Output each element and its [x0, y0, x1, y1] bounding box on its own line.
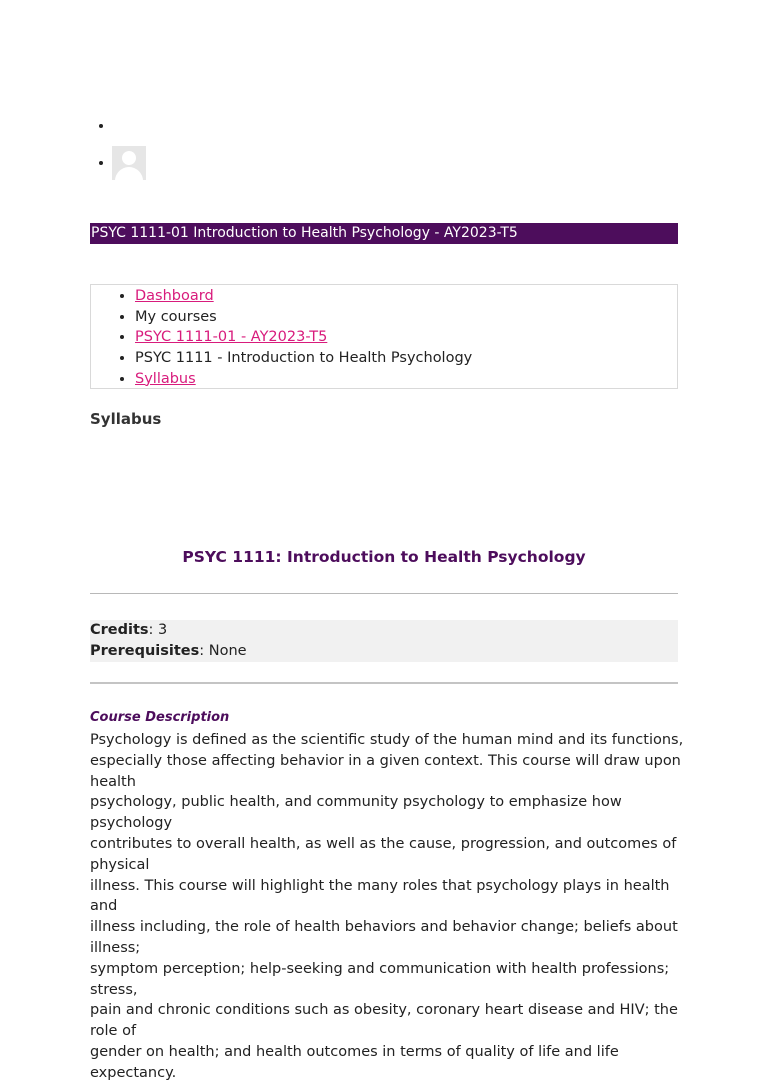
user-avatar-icon[interactable]: [112, 146, 146, 180]
prerequisites-value: : None: [199, 643, 247, 659]
description-line: contributes to overall health, as well as the cause, progression, and outcomes of physical: [90, 835, 677, 873]
breadcrumb-item-course-section[interactable]: [135, 327, 677, 348]
breadcrumb-item-my-courses: [135, 307, 677, 328]
page-title: Syllabus: [90, 410, 162, 428]
avatar-head-shape: [122, 151, 136, 165]
breadcrumb: [90, 284, 678, 389]
user-menu-item-avatar[interactable]: [114, 146, 146, 186]
breadcrumb-item-dashboard[interactable]: [135, 286, 677, 307]
description-line: illness including, the role of health behaviors and behavior change; beliefs about illness;: [90, 919, 678, 956]
description-line: illness. This course will highlight the many roles that psychology plays in health and: [90, 877, 670, 915]
description-line: especially those affecting behavior in a given context. This course will draw upon health: [90, 752, 681, 790]
course-description-text: [90, 730, 690, 1084]
prerequisites-row: [90, 641, 678, 662]
breadcrumb-link-dashboard[interactable]: Dashboard: [135, 288, 214, 304]
syllabus-heading: PSYC 1111: Introduction to Health Psychology: [182, 548, 586, 566]
breadcrumb-link-syllabus[interactable]: Syllabus: [135, 370, 196, 387]
description-line: pain and chronic conditions such as obesity, coronary heart disease and HIV; the role of: [90, 1002, 678, 1040]
credits-value: : 3: [148, 622, 168, 638]
user-menu: [90, 118, 146, 186]
course-description-title: Course Description: [90, 710, 230, 725]
divider: [90, 593, 678, 594]
course-title-bar: PSYC 1111-01 Introduction to Health Psychology - AY2023-T5: [90, 223, 678, 244]
user-menu-item[interactable]: [114, 118, 146, 144]
breadcrumb-text-course: PSYC 1111 - Introduction to Health Psychology: [135, 350, 473, 367]
description-line: psychology, public health, and community psychology to emphasize how psychology: [90, 794, 622, 832]
description-line: Psychology is defined as the scientific study of the human mind and its functions,: [90, 732, 684, 748]
breadcrumb-item-syllabus[interactable]: [135, 369, 677, 390]
credits-label: Credits: [90, 622, 149, 638]
description-line: symptom perception; help-seeking and communication with health professions; stress,: [90, 960, 670, 998]
breadcrumb-text-my-courses: My courses: [135, 308, 217, 325]
description-line: gender on health; and health outcomes in terms of quality of life and life expectancy.: [90, 1043, 619, 1081]
prerequisites-label: Prerequisites: [90, 643, 200, 659]
breadcrumb-link-course-section[interactable]: PSYC 1111-01 - AY2023-T5: [135, 329, 328, 346]
divider: [90, 682, 678, 684]
course-info-box: [90, 620, 678, 662]
credits-row: [90, 620, 678, 641]
breadcrumb-item-course: [135, 348, 677, 369]
avatar-body-shape: [115, 167, 143, 180]
